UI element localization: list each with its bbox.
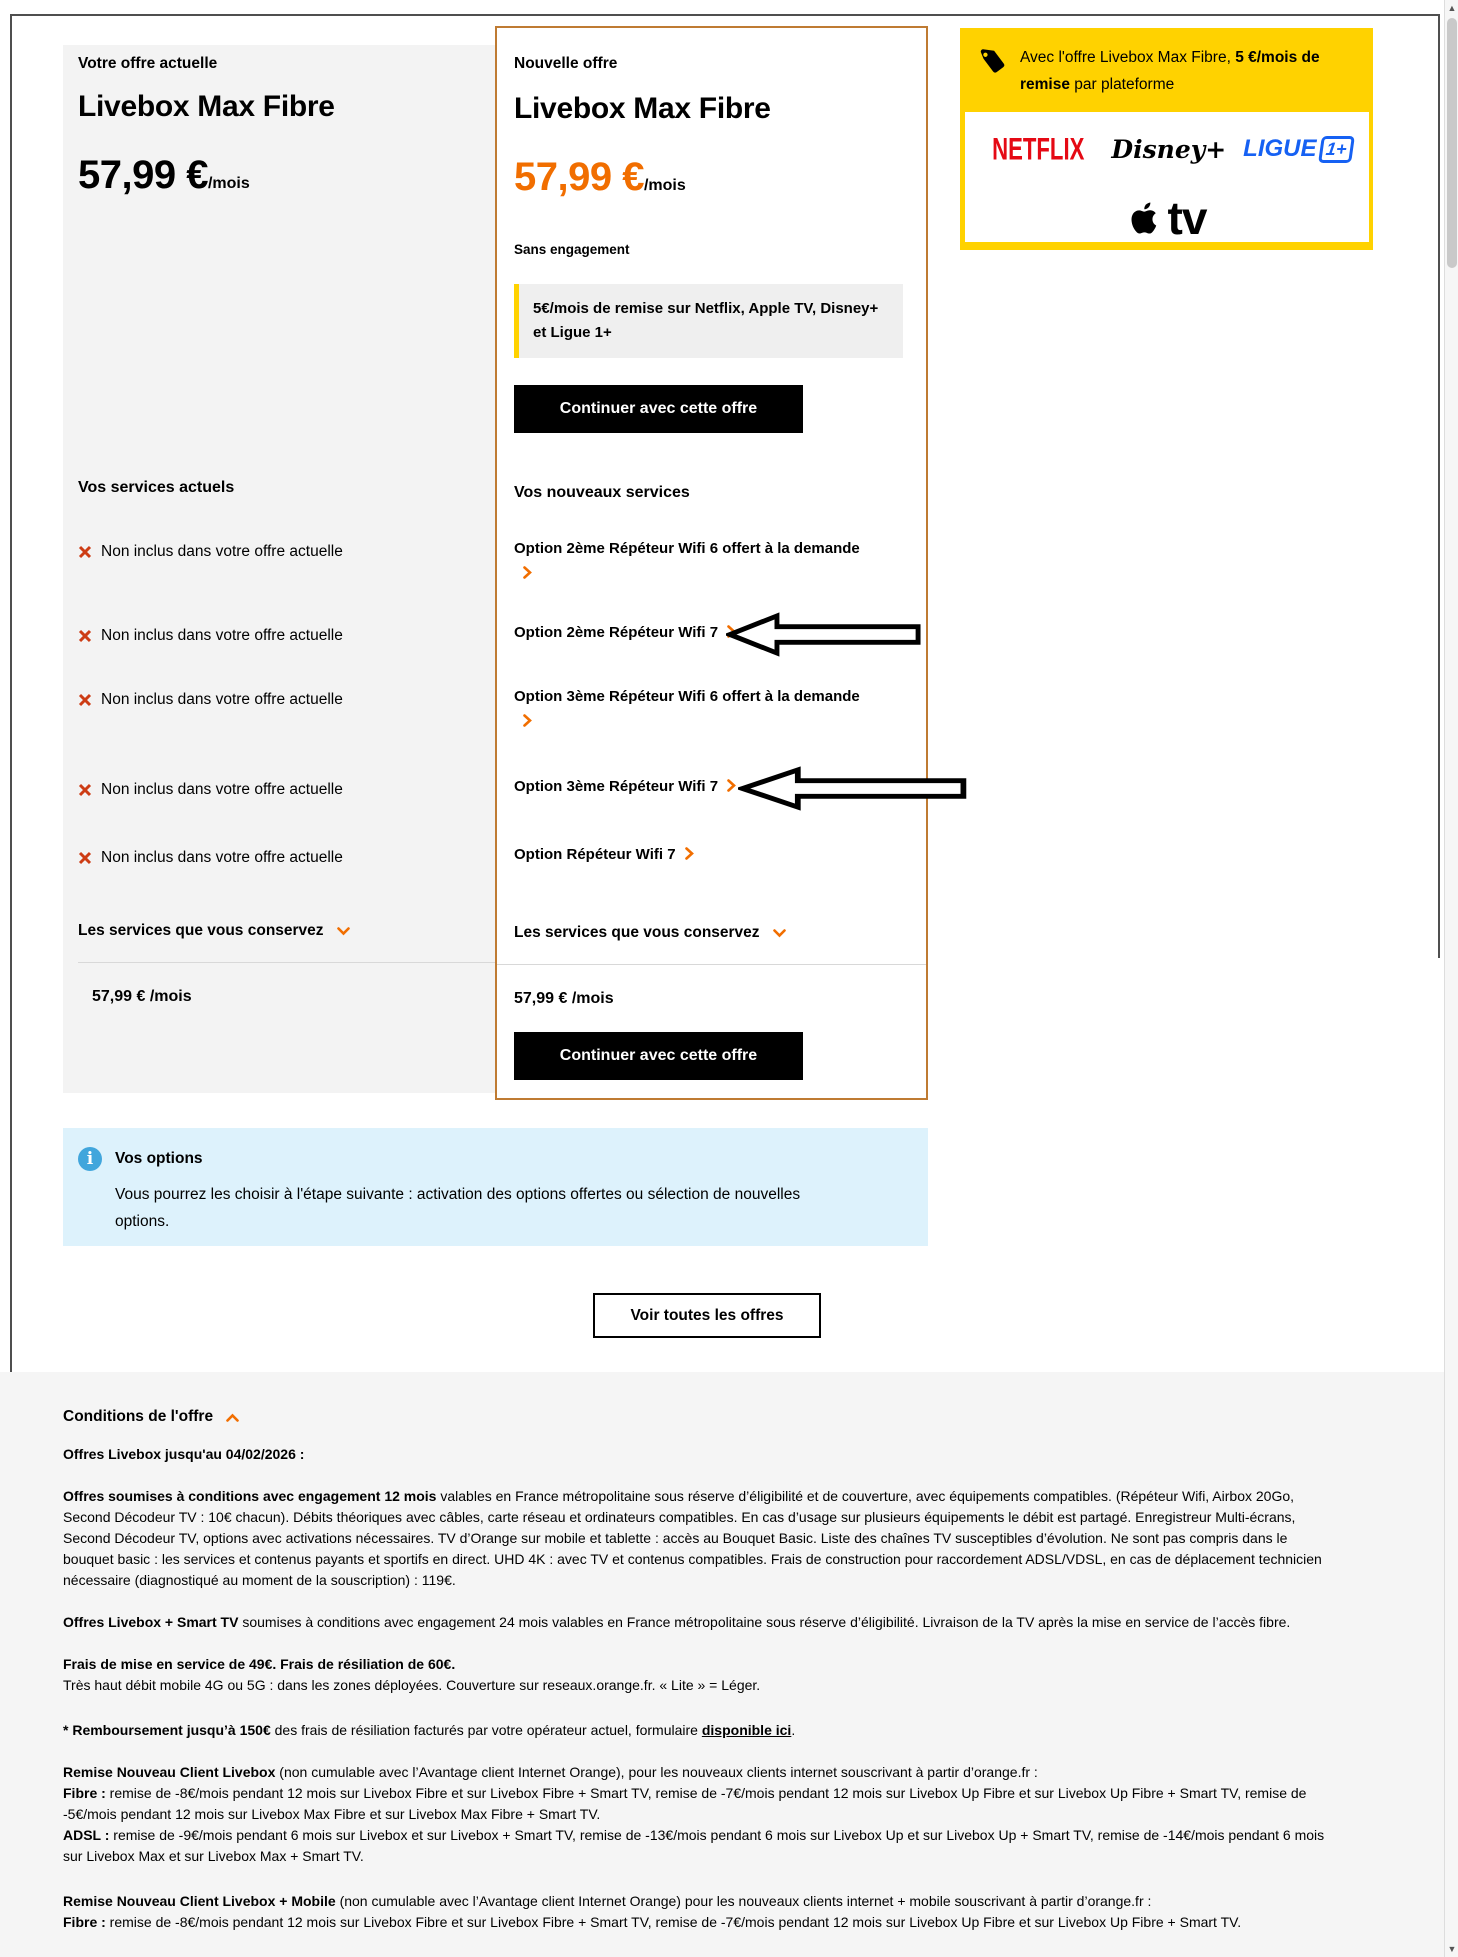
promo-platforms-panel: [965, 112, 1369, 242]
frame-right-border: [1438, 14, 1440, 958]
info-box-body: Vous pourrez les choisir à l'étape suivante : activation des options offertes ou sélection de nouvelles options.: [115, 1186, 801, 1230]
text-run: ADSL :: [63, 1827, 110, 1843]
new-service-option[interactable]: Option 3ème Répéteur Wifi 7: [514, 774, 870, 799]
text-run: soumises à conditions avec engagement 24 mois valables en France métropolitaine sous réserve d’éligibilité. Livraison de la TV après la mise en service de l’accès fibre.: [238, 1614, 1291, 1630]
frame-left-border: [10, 14, 12, 1372]
text-run: remise de -9€/mois pendant 6 mois sur Livebox et sur Livebox + Smart TV, remise de -13€/mois pendant 6 mois sur Livebox Up et sur Livebox Up + Smart TV, remise de -14€/mois pendant 6 mois sur Livebox Max et sur Livebox Max + Smart TV.: [63, 1827, 1325, 1864]
conditions-paragraph: [63, 1891, 1333, 1933]
text-run: Fibre :: [63, 1914, 106, 1930]
text-run: .: [791, 1722, 796, 1738]
text-run: Offres soumises à conditions avec engagement 12 mois: [63, 1488, 437, 1504]
continue-offer-button-top[interactable]: Continuer avec cette offre: [514, 385, 803, 433]
chevron-down-icon: [773, 929, 786, 938]
not-included-label: Non inclus dans votre offre actuelle: [101, 781, 343, 798]
tag-icon: [977, 44, 1007, 74]
new-service-option[interactable]: Option 2ème Répéteur Wifi 7: [514, 620, 870, 645]
text-run: valables en France métropolitaine sous réserve d’éligibilité et de couverture, avec équipements compatibles. (Répéteur Wifi, Airbox 20Go, Second Décodeur TV : 10€ chacun). Débits théoriques avec câbles, carte réseau et ordinateurs compatibles. En cas d’usage sur plusieurs équipements le débit est partagé. Enregistreur Multi-écrans, Second Décodeur TV, options avec activations nécessaires. TV d’Orange sur mobile et tablette : accès au Bouquet Basic. Liste des chaînes TV susceptibles d’évolution. Ne sont pas compris dans le bouquet basic : les services et contenus payants et sportifs en direct. UHD 4K : avec TV et contenus compatibles. Frais de construction pour raccordement ADSL/VDSL, en cas de déplacement technicien nécessaire (diagnostiqué au moment de la souscription) : 119€.: [63, 1488, 1322, 1588]
text-run: Offres Livebox + Smart TV: [63, 1614, 239, 1630]
new-offer-price-suffix: /mois: [643, 177, 686, 194]
text-run: Frais de mise en service de 49€. Frais de résiliation de 60€.: [63, 1656, 456, 1672]
current-service-row: [78, 848, 478, 868]
current-offer-title: Livebox Max Fibre: [78, 90, 335, 123]
new-service-option[interactable]: Option 3ème Répéteur Wifi 6 offert à la demande: [514, 684, 870, 734]
cross-icon: [78, 693, 92, 707]
text-run: Fibre :: [63, 1785, 106, 1801]
kept-services-toggle[interactable]: Les services que vous conservez: [514, 924, 786, 942]
annotation-arrow-2: [738, 766, 968, 811]
info-box: [63, 1128, 928, 1246]
cross-icon: [78, 783, 92, 797]
text-run: des frais de résiliation facturés par votre opérateur actuel, formulaire: [270, 1722, 702, 1738]
not-included-label: Non inclus dans votre offre actuelle: [101, 543, 343, 560]
conditions-paragraph: [63, 1486, 1333, 1591]
current-offer-price-value: 57,99 €: [78, 153, 208, 197]
current-offer-total: 57,99 € /mois: [92, 988, 192, 1005]
conditions-paragraph: [63, 1762, 1333, 1867]
new-offer-eyebrow: Nouvelle offre: [514, 55, 618, 72]
new-offer-price: [514, 155, 686, 200]
promo-banner-text: [1020, 44, 1350, 112]
current-services-header: Vos services actuels: [78, 479, 235, 496]
info-box-title: Vos options: [115, 1150, 203, 1167]
text-run: remise de -8€/mois pendant 12 mois sur Livebox Fibre et sur Livebox Fibre + Smart TV, remise de -7€/mois pendant 12 mois sur Livebox Up Fibre et sur Livebox Up Fibre + Smart TV, remise de -5€/mois pendant 12 mois sur Livebox Max Fibre et sur Livebox Max Fibre + Smart TV.: [63, 1785, 1307, 1822]
scrollbar-thumb[interactable]: [1447, 18, 1457, 268]
new-offer-price-value: 57,99 €: [514, 155, 644, 199]
annotation-arrow-1: [726, 612, 922, 657]
not-included-label: Non inclus dans votre offre actuelle: [101, 691, 343, 708]
text-run: 5 €/mois de remise: [1020, 49, 1320, 93]
chevron-right-icon: [685, 847, 694, 860]
new-service-option[interactable]: Option Répéteur Wifi 7: [514, 842, 870, 867]
netflix-logo: NETFLIX: [992, 131, 1085, 166]
cross-icon: [78, 851, 92, 865]
new-offer-total: 57,99 € /mois: [514, 990, 614, 1007]
promo-logo-row: [965, 124, 1369, 174]
chevron-right-icon: [523, 714, 532, 727]
text-run: Remise Nouveau Client Livebox: [63, 1764, 276, 1780]
conditions-paragraph: [63, 1720, 1333, 1741]
current-offer-card: [63, 45, 495, 1093]
divider: [497, 964, 926, 965]
promo-note: 5€/mois de remise sur Netflix, Apple TV, Disney+ et Ligue 1+: [514, 284, 903, 358]
promo-banner: [960, 28, 1373, 250]
new-offer-title: Livebox Max Fibre: [514, 92, 771, 125]
current-service-row: [78, 780, 478, 800]
continue-offer-button-bottom[interactable]: Continuer avec cette offre: [514, 1032, 803, 1080]
conditions-section: [0, 1372, 1458, 1957]
info-icon: i: [78, 1147, 102, 1171]
scroll-down-button[interactable]: ▼: [1447, 1944, 1457, 1954]
apple-tv-logo: tv: [1167, 192, 1207, 244]
current-service-row: [78, 626, 478, 646]
text-run: (non cumulable avec l’Avantage client Internet Orange), pour les nouveaux clients internet souscrivant à partir d’orange.fr :: [275, 1764, 1038, 1780]
conditions-paragraph: [63, 1654, 1333, 1696]
chevron-up-icon: [226, 1413, 239, 1422]
chevron-down-icon: [337, 927, 350, 936]
conditions-paragraph: [63, 1612, 1333, 1633]
promo-banner-header: [960, 28, 1373, 112]
conditions-link[interactable]: disponible ici: [701, 1722, 792, 1738]
current-service-row: [78, 542, 478, 562]
cross-icon: [78, 629, 92, 643]
see-all-offers-button[interactable]: Voir toutes les offres: [593, 1293, 821, 1338]
text-run: Remise Nouveau Client Livebox + Mobile: [63, 1893, 336, 1909]
current-offer-price-suffix: /mois: [207, 175, 250, 192]
engagement-label: Sans engagement: [514, 242, 630, 257]
cross-icon: [78, 545, 92, 559]
ligue1-logo: LIGUE 1+: [1243, 135, 1352, 163]
frame-top-border: [10, 14, 1440, 16]
text-run: (non cumulable avec l’Avantage client Internet Orange) pour les nouveaux clients internet + mobile souscrivant à partir d’orange.fr :: [335, 1893, 1152, 1909]
text-run: Avec l'offre Livebox Max Fibre,: [1020, 49, 1236, 66]
new-service-option[interactable]: Option 2ème Répéteur Wifi 6 offert à la demande: [514, 536, 870, 586]
not-included-label: Non inclus dans votre offre actuelle: [101, 627, 343, 644]
text-run: remise de -8€/mois pendant 12 mois sur Livebox Fibre et sur Livebox Fibre + Smart TV, remise de -7€/mois pendant 12 mois sur Livebox Up Fibre et sur Livebox Up Fibre + Smart TV.: [105, 1914, 1242, 1930]
chevron-right-icon: [523, 566, 532, 579]
current-service-row: [78, 690, 478, 710]
text-run: par plateforme: [1069, 76, 1175, 93]
not-included-label: Non inclus dans votre offre actuelle: [101, 849, 343, 866]
new-offer-card: [495, 26, 928, 1100]
kept-services-toggle[interactable]: Les services que vous conservez: [78, 922, 350, 940]
current-offer-price: [78, 153, 250, 198]
conditions-paragraph: [63, 1444, 1333, 1465]
conditions-toggle[interactable]: Conditions de l'offre: [63, 1408, 1458, 1426]
text-run: Très haut débit mobile 4G ou 5G : dans les zones déployées. Couverture sur reseaux.orange.fr. « Lite » = Léger.: [63, 1677, 761, 1693]
apple-logo-icon: [1128, 198, 1162, 238]
text-run: * Remboursement jusqu’à 150€: [63, 1722, 271, 1738]
divider: [78, 962, 495, 963]
scrollbar[interactable]: [1444, 0, 1458, 1957]
current-offer-eyebrow: Votre offre actuelle: [78, 55, 218, 72]
disney-plus-logo: Disney+: [1111, 134, 1227, 164]
scroll-up-button[interactable]: ▲: [1447, 3, 1457, 13]
new-services-header: Vos nouveaux services: [514, 484, 690, 501]
chevron-right-icon: [727, 779, 736, 792]
promo-logo-row: [965, 178, 1369, 258]
ligue1-badge: 1+: [1318, 136, 1354, 163]
text-run: Offres Livebox jusqu'au 04/02/2026 :: [63, 1446, 305, 1462]
